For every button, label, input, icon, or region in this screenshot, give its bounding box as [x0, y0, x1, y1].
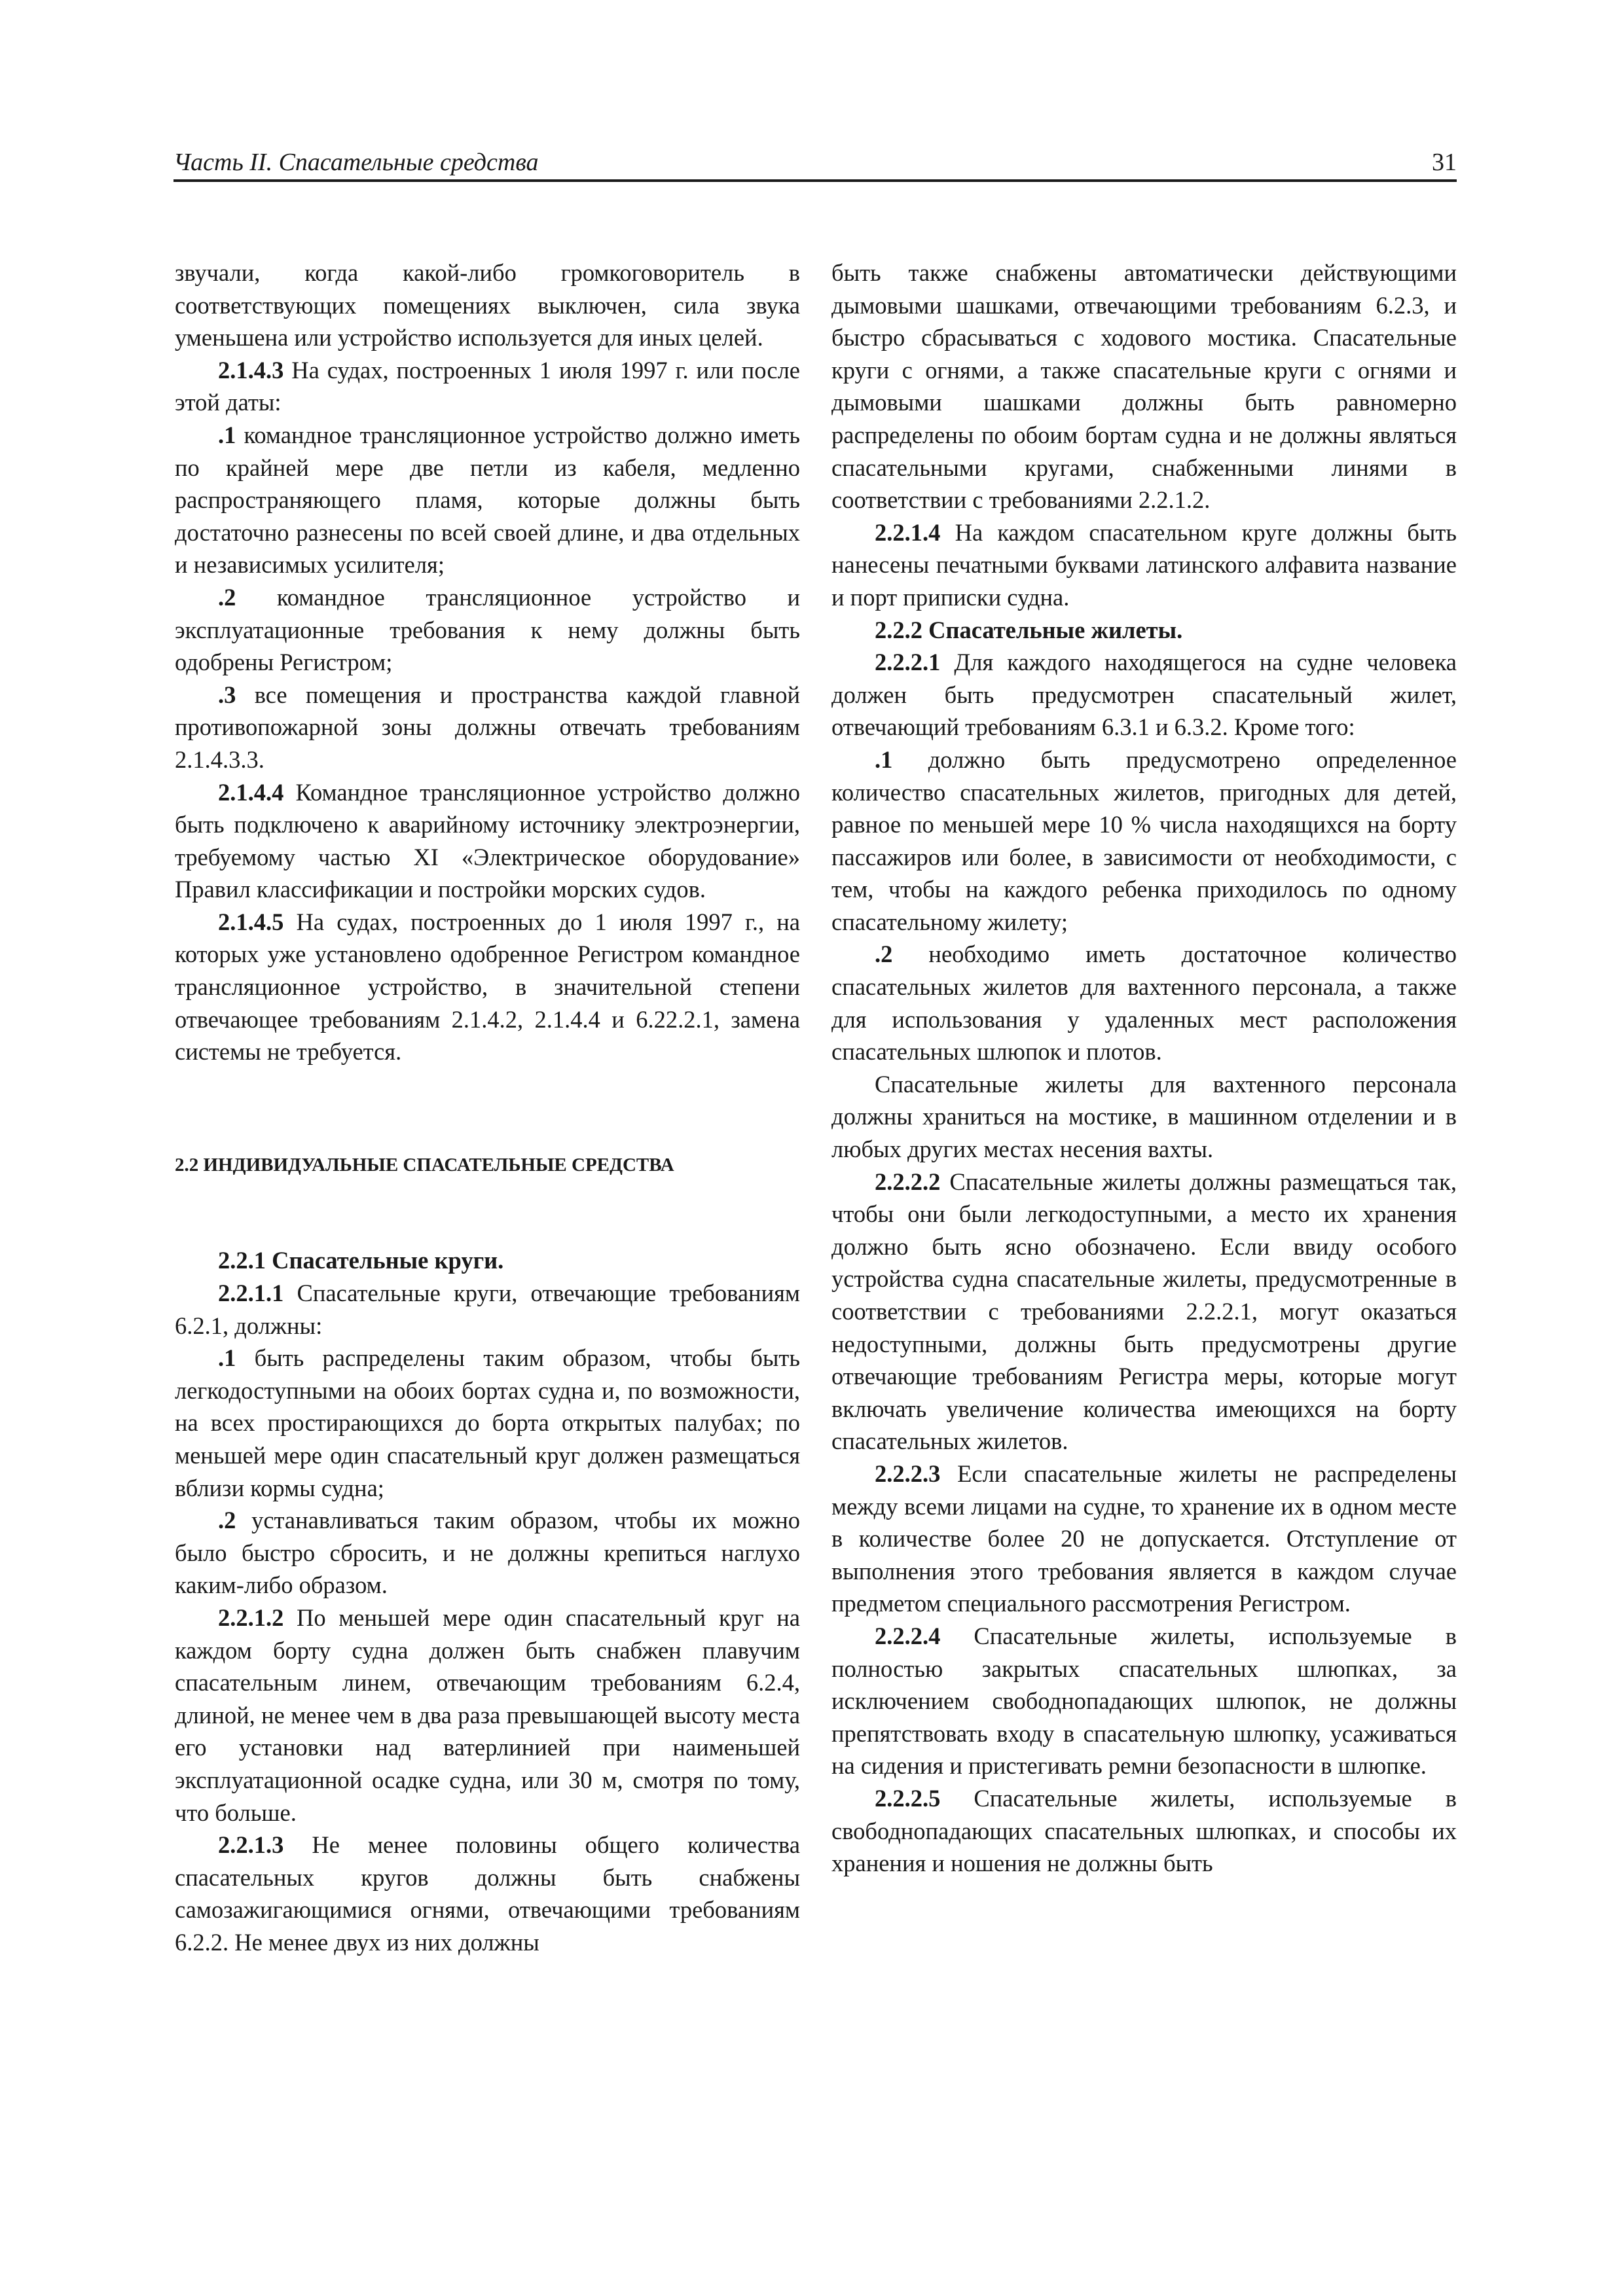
paragraph — [175, 354, 800, 419]
paragraph — [175, 1602, 800, 1829]
running-header — [173, 145, 1457, 182]
paragraph-text: все помещения и пространства каждой главной противопожарной зоны должны отвечать требованиям 2.1.4.3.3. — [175, 681, 800, 773]
paragraph — [175, 257, 800, 354]
paragraph — [175, 1504, 800, 1602]
clause-number: 2.2.2.1 — [875, 649, 941, 676]
page-number: 31 — [1432, 149, 1457, 176]
paragraph-text: необходимо иметь достаточное количество спасательных жилетов для вахтенного персонала, а также для использования у удаленных мест расположения спасательных шлюпок и плотов. — [831, 941, 1457, 1066]
clause-number: .1 — [218, 421, 236, 448]
paragraph — [175, 1342, 800, 1504]
paragraph-text: быть также снабжены автоматически действующими дымовыми шашками, отвечающими требованиям 6.2.3, и быстро сбрасываться с ходового мостика. Спасательные круги с огнями, а также спасательные круги с огнями и дымовыми шашками должны быть равномерно распределены по обоим бортам судна и не должны являться спасательными кругами, снабженными линями в соответствии с требованиями 2.2.1.2. — [831, 259, 1457, 514]
subsection-title: 2.2.2 Спасательные жилеты. — [875, 616, 1183, 643]
paragraph-text: Командное трансляционное устройство должно быть подключено к аварийному источнику электроэнергии, требуемому частью XI «Электрическое оборудование» Правил классификации и постройки морских судов. — [175, 778, 800, 903]
paragraph — [175, 581, 800, 679]
paragraph-text: Не менее половины общего количества спасательных кругов должны быть снабжены самозажигающимися огнями, отвечающими требованиям 6.2.2. Не менее двух из них должны — [175, 1831, 800, 1956]
paragraph-text: На судах, построенных до 1 июля 1997 г., на которых уже установлено одобренное Регистром командное трансляционное устройство, в значительной степени отвечающее требованиям 2.1.4.2, 2.1.4.4 и 6.22.2.1, замена системы не требуется. — [175, 908, 800, 1066]
clause-number: 2.2.1.4 — [875, 518, 941, 546]
paragraph-text: командное трансляционное устройство и эксплуатационные требования к нему должны быть одобрены Регистром; — [175, 583, 800, 676]
paragraph-text: Спасательные жилеты, используемые в полностью закрытых спасательных шлюпках, за исключением свободнопадающих шлюпок, не должны препятствовать входу в спасательную шлюпку, усаживаться на сидения и пристегивать ремни безопасности в шлюпке. — [831, 1622, 1457, 1780]
paragraph-text: На каждом спасательном круге должны быть нанесены печатными буквами латинского алфавита название и порт приписки судна. — [831, 518, 1457, 611]
clause-number: .1 — [875, 745, 893, 773]
clause-number: 2.2.1.2 — [218, 1604, 284, 1631]
paragraph-text: По меньшей мере один спасательный круг на каждом борту судна должен быть снабжен плавучим спасательным линем, отвечающим требованиям 6.2.4, длиной, не менее чем в два раза превышающей высоту места его установки над ватерлинией при наименьшей эксплуатационной осадке судна, или 30 м, смотря по тому, что больше. — [175, 1604, 800, 1826]
paragraph — [175, 776, 800, 906]
paragraph-text: Спасательные жилеты, используемые в свободнопадающих спасательных шлюпках, и способы их хранения и ношения не должны быть — [831, 1784, 1457, 1877]
header-title: Часть II. Спасательные средства — [173, 149, 539, 176]
clause-number: 2.2.2.2 — [875, 1168, 941, 1195]
clause-number: .2 — [875, 941, 893, 968]
paragraph — [831, 1620, 1457, 1782]
paragraph-text: Спасательные круги, отвечающие требованиям 6.2.1, должны: — [175, 1280, 800, 1339]
clause-number: 2.2.2.4 — [875, 1622, 941, 1649]
paragraph — [175, 1277, 800, 1342]
paragraph-text: устанавливаться таким образом, чтобы их можно было быстро сбросить, и не должны крепиться наглухо каким-либо образом. — [175, 1507, 800, 1599]
paragraph — [175, 1829, 800, 1958]
paragraph-text: Если спасательные жилеты не распределены между всеми лицами на судне, то хранение их в одном месте в количестве более 20 не допускается. Отступление от выполнения этого требования является в каждом случае предметом специального рассмотрения Регистром. — [831, 1460, 1457, 1617]
subsection-title: 2.2.1 Спасательные круги. — [218, 1247, 504, 1274]
subsection-heading — [831, 614, 1457, 647]
paragraph — [831, 646, 1457, 744]
clause-number: 2.2.1.3 — [218, 1831, 284, 1859]
paragraph — [831, 257, 1457, 516]
clause-number: 2.1.4.5 — [218, 908, 284, 935]
section-heading: 2.2 ИНДИВИДУАЛЬНЫЕ СПАСАТЕЛЬНЫЕ СРЕДСТВА — [175, 1154, 674, 1175]
clause-number: 2.2.1.1 — [218, 1280, 284, 1307]
paragraph — [175, 419, 800, 581]
left-column — [175, 257, 800, 1959]
paragraph — [831, 516, 1457, 614]
clause-number: 2.2.2.5 — [875, 1784, 941, 1812]
left-column-top — [175, 257, 800, 1068]
clause-number: 2.1.4.3 — [218, 356, 284, 384]
paragraph — [831, 744, 1457, 939]
subsection-heading — [175, 1244, 800, 1277]
paragraph-text: Спасательные жилеты для вахтенного персонала должны храниться на мостике, в машинном отделении и в любых других местах несения вахты. — [831, 1070, 1457, 1163]
clause-number: 2.2.2.3 — [875, 1460, 941, 1487]
paragraph-text: командное трансляционное устройство должно иметь по крайней мере две петли из кабеля, медленно распространяющего пламя, которые должны быть достаточно разнесены по всей своей длине, и два отдельных и независимых усилителя; — [175, 421, 800, 579]
right-column-body — [831, 257, 1457, 1880]
paragraph-text: На судах, построенных 1 июля 1997 г. или после этой даты: — [175, 356, 800, 416]
left-column-bottom — [175, 1244, 800, 1958]
paragraph — [831, 1166, 1457, 1458]
paragraph — [831, 1458, 1457, 1620]
paragraph-text: звучали, когда какой-либо громкоговоритель в соответствующих помещениях выключен, сила звука уменьшена или устройство используется для иных целей. — [175, 259, 800, 351]
paragraph-text: должно быть предусмотрено определенное количество спасательных жилетов, пригодных для детей, равное по меньшей мере 10 % числа находящихся на борту пассажиров или более, в зависимости от необходимости, с тем, чтобы на каждого ребенка приходилось по одному спасательному жилету; — [831, 745, 1457, 935]
paragraph — [831, 1782, 1457, 1880]
right-column — [831, 257, 1457, 1880]
clause-number: .2 — [218, 1507, 236, 1534]
paragraph — [175, 679, 800, 776]
paragraph — [831, 1068, 1457, 1166]
clause-number: .3 — [218, 681, 236, 708]
clause-number: 2.1.4.4 — [218, 778, 284, 806]
paragraph-text: Для каждого находящегося на судне человека должен быть предусмотрен спасательный жилет, отвечающий требованиям 6.3.1 и 6.3.2. Кроме того: — [831, 649, 1457, 741]
clause-number: .2 — [218, 583, 236, 611]
paragraph-text: Спасательные жилеты должны размещаться так, чтобы они были легкодоступными, а место их хранения должно быть ясно обозначено. Если ввиду особого устройства судна спасательные жилеты, предусмотренные в соответствии с требованиями 2.2.2.1, могут оказаться недоступными, должны быть предусмотрены другие отвечающие требованиям Регистра меры, которые могут включать увеличение количества имеющихся на борту спасательных жилетов. — [831, 1168, 1457, 1455]
paragraph — [831, 938, 1457, 1067]
paragraph — [175, 906, 800, 1068]
clause-number: .1 — [218, 1344, 236, 1372]
paragraph-text: быть распределены таким образом, чтобы быть легкодоступными на обоих бортах судна и, по возможности, на всех простирающихся до борта открытых палубах; по меньшей мере один спасательный круг должен размещаться вблизи кормы судна; — [175, 1344, 800, 1501]
